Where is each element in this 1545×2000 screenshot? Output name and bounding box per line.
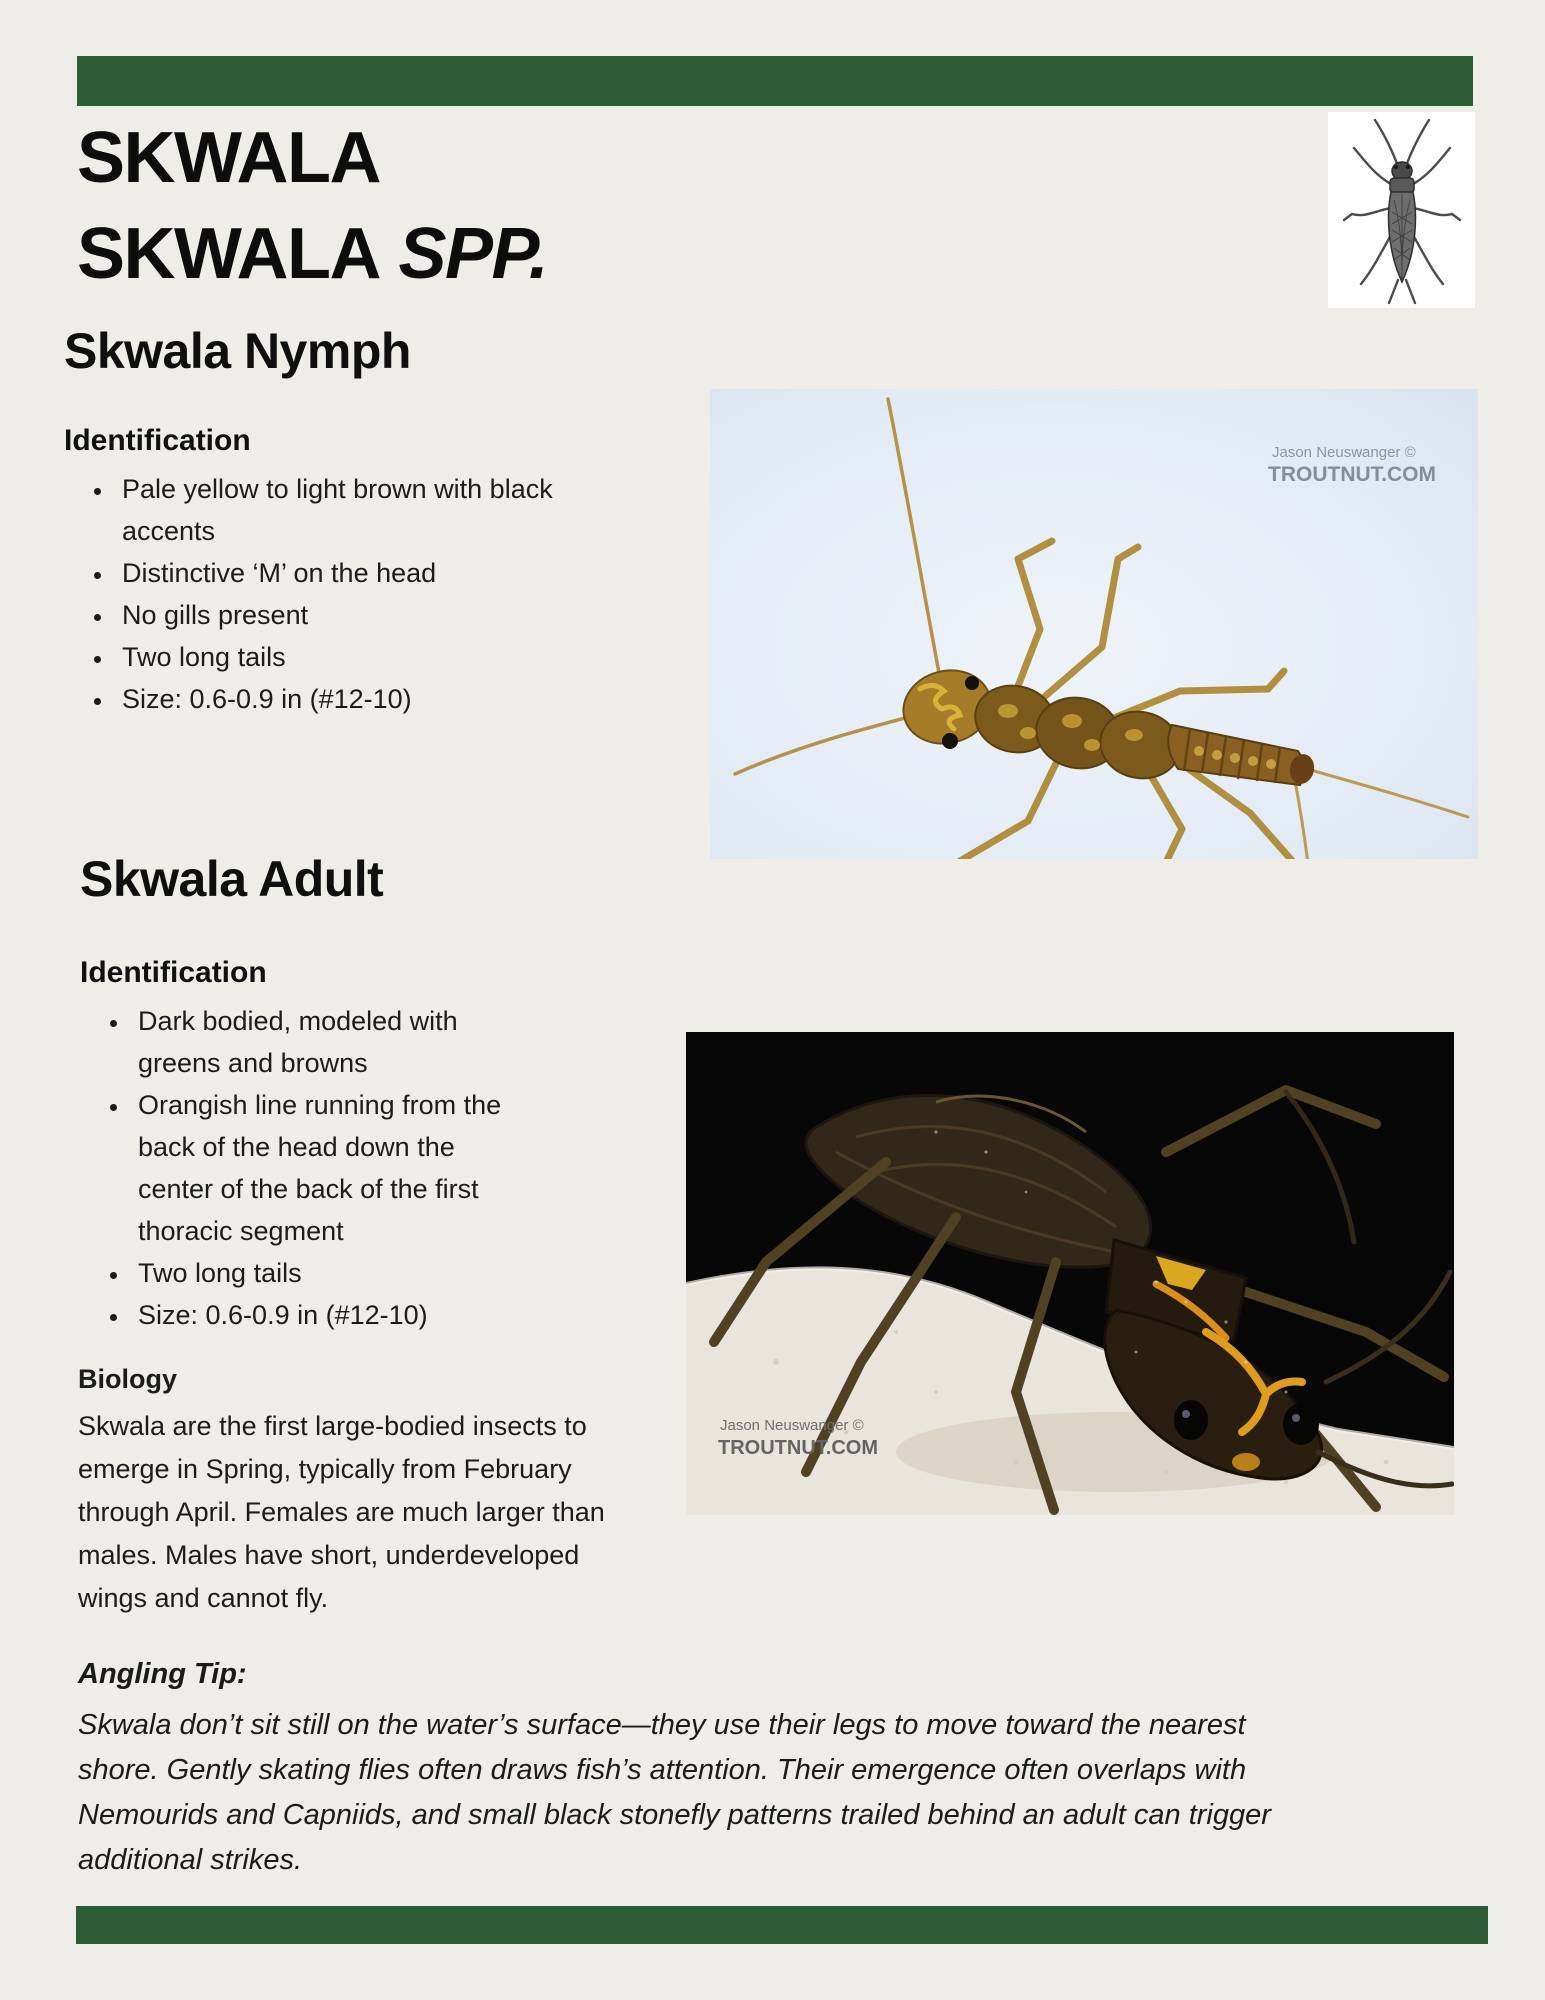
page-title-line1: SKWALA xyxy=(77,118,380,198)
nymph-photo-credit-line1: Jason Neuswanger © xyxy=(1272,444,1416,461)
adult-photo-credit-line2: TROUTNUT.COM xyxy=(718,1437,878,1459)
adult-photo-credit-line1: Jason Neuswanger © xyxy=(720,1417,864,1434)
stonefly-illustration-image xyxy=(1328,112,1475,308)
list-item: • Pale yellow to light brown with black accents xyxy=(114,468,584,552)
adult-section-heading: Skwala Adult xyxy=(80,851,384,907)
adult-photo-image xyxy=(686,1032,1454,1515)
adult-identification-list xyxy=(80,1000,520,1336)
nymph-identification-label: Identification xyxy=(64,424,251,457)
bottom-accent-bar xyxy=(76,1906,1488,1944)
list-item: • Orangish line running from the back of the head down the center of the back of the first thoracic segment xyxy=(130,1084,520,1252)
list-item: • No gills present xyxy=(114,594,584,636)
page-title-line2 xyxy=(77,206,547,302)
adult-identification-block xyxy=(80,956,520,1336)
list-item: • Size: 0.6-0.9 in (#12-10) xyxy=(114,678,584,720)
nymph-photo-image xyxy=(710,389,1478,859)
top-accent-bar xyxy=(77,56,1473,106)
biology-label: Biology xyxy=(78,1364,177,1394)
page-title-species: SPP. xyxy=(398,214,548,294)
list-item: • Size: 0.6-0.9 in (#12-10) xyxy=(130,1294,520,1336)
nymph-photo xyxy=(710,389,1478,859)
nymph-identification-list xyxy=(64,468,584,720)
biology-block xyxy=(78,1354,623,1620)
page-title-genus: SKWALA xyxy=(77,214,380,294)
adult-photo xyxy=(686,1032,1454,1515)
list-item: • Two long tails xyxy=(114,636,584,678)
biology-text: Skwala are the first large-bodied insects to emerge in Spring, typically from February through April. Females are much larger than males. Males have short, underdeveloped wings and cannot fly. xyxy=(78,1411,605,1613)
nymph-photo-credit-line2: TROUTNUT.COM xyxy=(1268,463,1436,486)
nymph-identification-block xyxy=(64,424,584,720)
stonefly-line-art-icon xyxy=(1328,112,1475,308)
angling-tip-block xyxy=(78,1646,1308,1883)
list-item: • Dark bodied, modeled with greens and browns xyxy=(130,1000,520,1084)
nymph-section-heading: Skwala Nymph xyxy=(64,323,411,379)
page-title xyxy=(77,110,547,302)
angling-tip-text: Skwala don’t sit still on the water’s surface—they use their legs to move toward the nearest shore. Gently skating flies often draws fish’s attention. Their emergence often overlaps with Nemourids and Capniids, and small black stonefly patterns trailed behind an adult can trigger additional strikes. xyxy=(78,1709,1271,1876)
list-item: • Distinctive ‘M’ on the head xyxy=(114,552,584,594)
list-item: • Two long tails xyxy=(130,1252,520,1294)
adult-identification-label: Identification xyxy=(80,956,267,989)
angling-tip-label: Angling Tip: xyxy=(78,1658,247,1690)
